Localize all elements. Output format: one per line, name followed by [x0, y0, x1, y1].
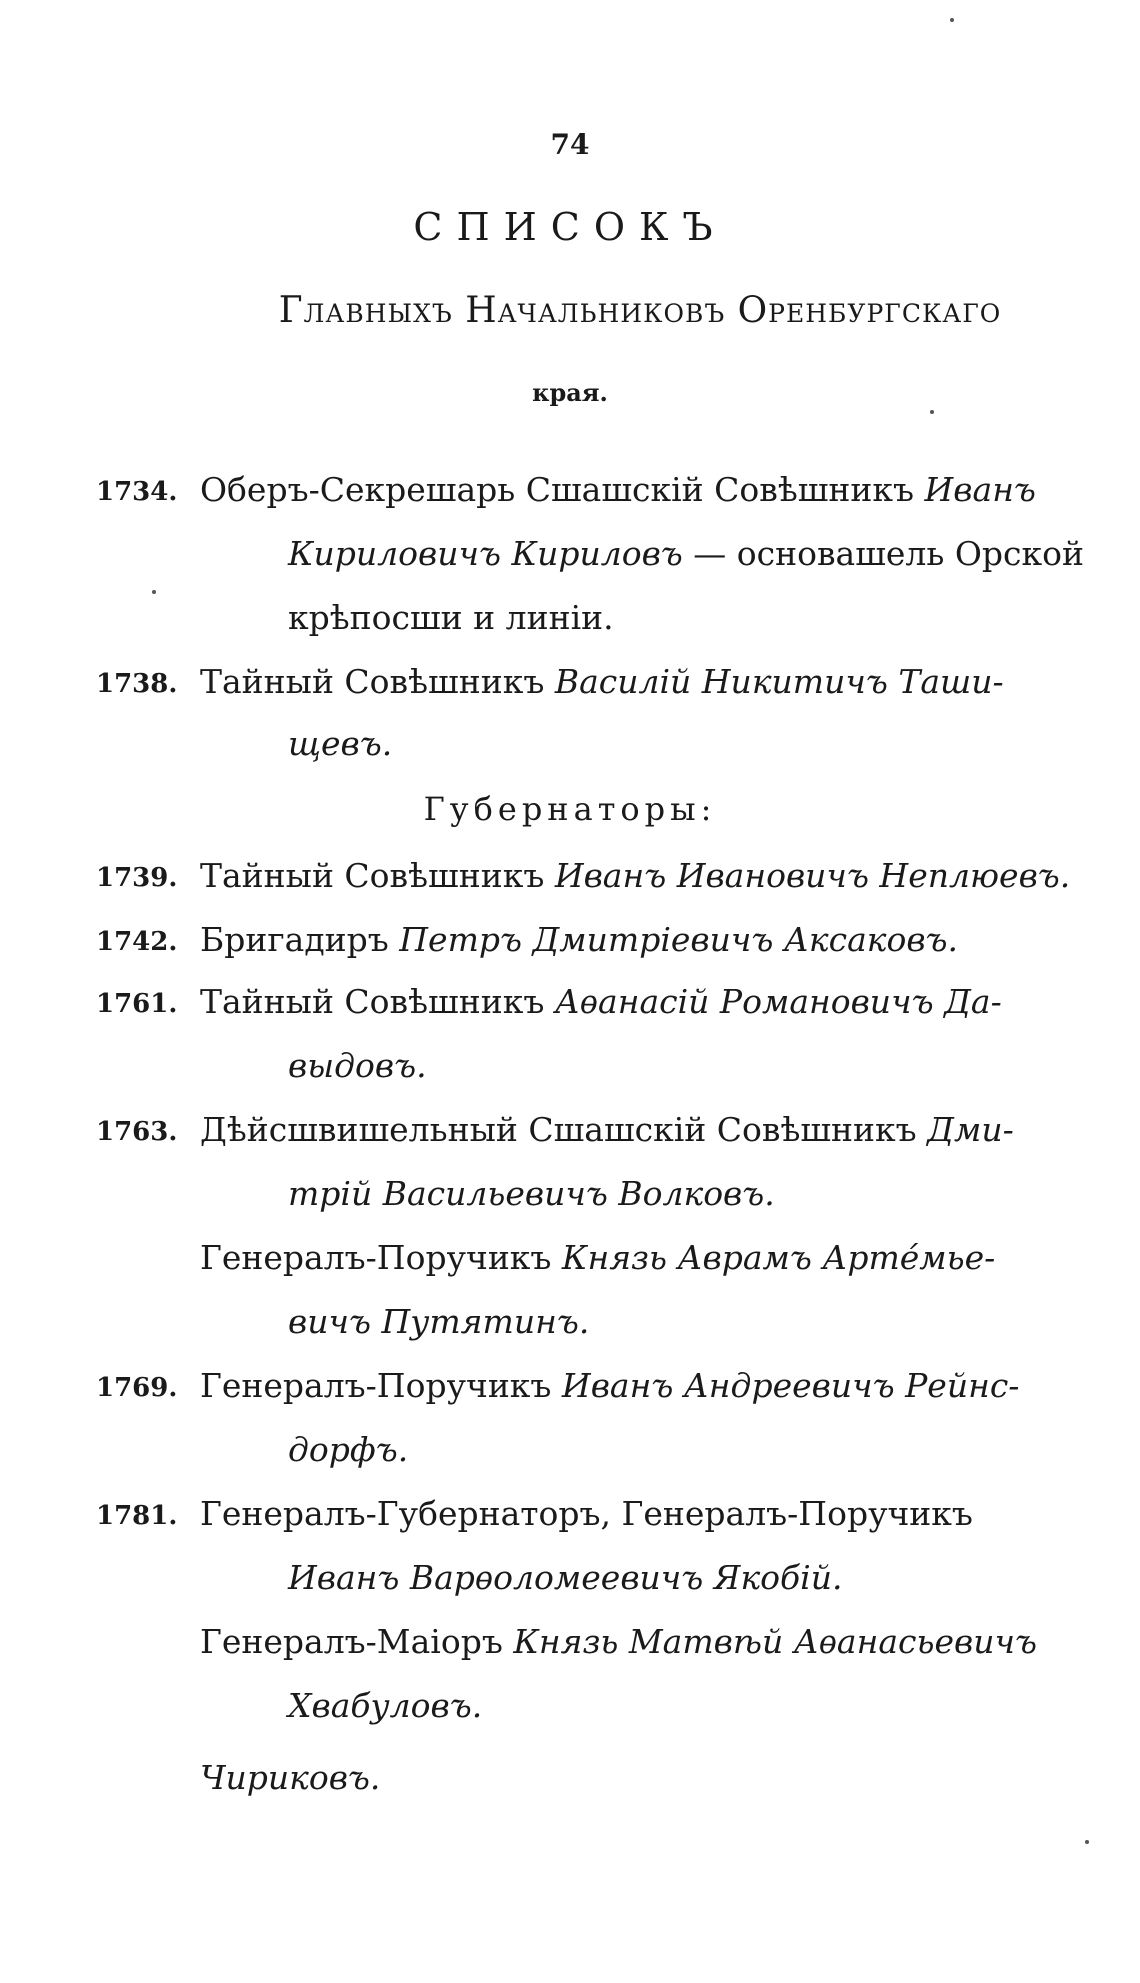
entry-line: Тайный Совѣшникъ Аѳанасій Романовичъ Да- — [200, 982, 1002, 1021]
entry-year: 1734. — [96, 477, 178, 507]
print-speck — [1085, 1840, 1089, 1844]
page-number: 74 — [550, 128, 590, 161]
entry-line: Генералъ-Губернаторъ, Генералъ-Поручикъ — [200, 1494, 973, 1533]
entry-line: Чириковъ. — [200, 1758, 381, 1797]
entry-line: Кириловичъ Кириловъ — основашель Орской — [288, 534, 1085, 573]
entry-line: Генералъ-Маіоръ Князь Матвѣй Аѳанасьевичъ — [200, 1622, 1037, 1661]
entry-year: 1769. — [96, 1373, 178, 1403]
entry-line: щевъ. — [288, 724, 393, 763]
entry-year: 1739. — [96, 863, 178, 893]
entry-year: 1738. — [96, 669, 178, 699]
print-speck — [950, 18, 954, 22]
entry-line: Дѣйсшвишельный Сшашскій Совѣшникъ Дми- — [200, 1110, 1014, 1149]
entry-year: 1761. — [96, 989, 178, 1019]
entry-line: Тайный Совѣшникъ Иванъ Ивановичъ Неплюевъ. — [200, 856, 1071, 895]
page-subtitle: Главныхъ Начальниковъ Оренбургскаго — [278, 290, 1002, 331]
entry-line: крѣпосши и линіи. — [288, 598, 614, 637]
entry-line: Оберъ-Секрешарь Сшашскій Совѣшникъ Иванъ — [200, 470, 1036, 509]
entry-line: Хвабуловъ. — [288, 1686, 483, 1725]
entry-line: трій Васильевичъ Волковъ. — [288, 1174, 775, 1213]
section-heading: Губернаторы: — [423, 790, 717, 828]
entry-line: Иванъ Варѳоломеевичъ Якобій. — [288, 1558, 843, 1597]
page-title: СПИСОКЪ — [413, 205, 727, 249]
entry-line: выдовъ. — [288, 1046, 427, 1085]
entry-year: 1742. — [96, 927, 178, 957]
entry-line: Бригадиръ Петръ Дмитріевичъ Аксаковъ. — [200, 920, 959, 959]
entry-year: 1763. — [96, 1117, 178, 1147]
print-speck — [930, 410, 934, 414]
entry-line: Генералъ-Поручикъ Князь Аврамъ Арте́мье- — [200, 1238, 996, 1277]
print-speck — [152, 590, 156, 594]
entry-line: Тайный Совѣшникъ Василій Никитичъ Таши- — [200, 662, 1004, 701]
entry-line: Генералъ-Поручикъ Иванъ Андреевичъ Рейнс- — [200, 1366, 1020, 1405]
entry-line: вичъ Путятинъ. — [288, 1302, 590, 1341]
entry-line: дорфъ. — [288, 1430, 409, 1469]
page-subtitle-continued: края. — [532, 378, 608, 407]
entry-year: 1781. — [96, 1501, 178, 1531]
